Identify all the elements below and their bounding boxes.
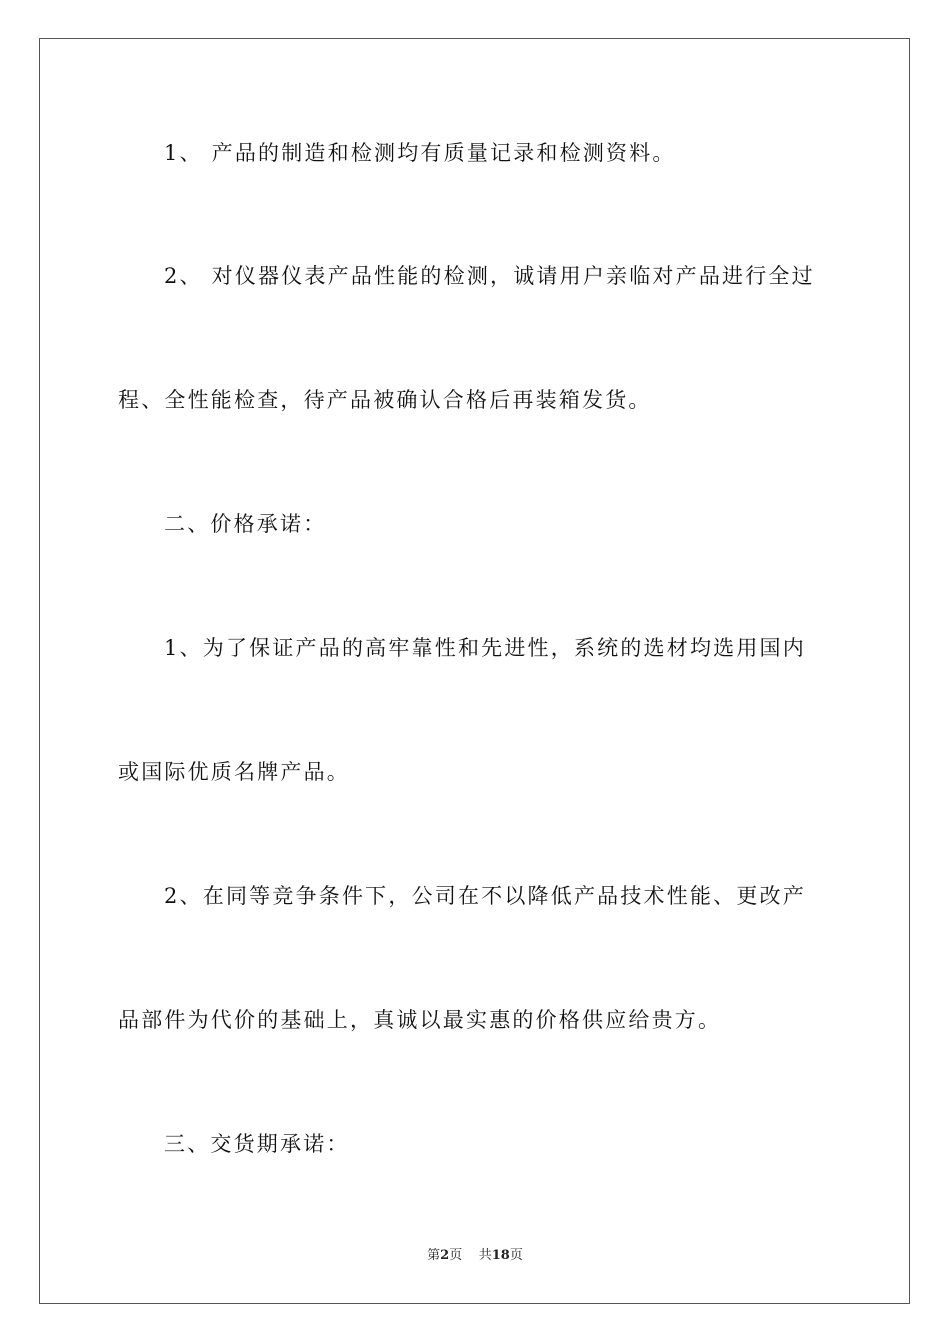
footer-page-suffix: 页 [449, 1248, 463, 1263]
footer-page-number: 2 [440, 1248, 450, 1263]
section-heading-price: 二、价格承诺： [164, 512, 327, 536]
section-heading-delivery: 三、交货期承诺： [164, 1132, 350, 1156]
footer-total-pages: 18 [491, 1248, 510, 1263]
footer-total-suffix: 页 [509, 1248, 523, 1263]
footer-page-prefix: 第 [427, 1248, 441, 1263]
paragraph-line: 或国际优质名牌产品。 [118, 760, 350, 784]
paragraph-line: 1、 产品的制造和检测均有质量记录和检测资料。 [164, 141, 676, 165]
paragraph-line: 品部件为代价的基础上，真诚以最实惠的价格供应给贵方。 [118, 1008, 722, 1032]
page-footer [0, 1247, 950, 1265]
paragraph-line: 1、为了保证产品的高牢靠性和先进性，系统的选材均选用国内 [164, 636, 806, 660]
page-frame [39, 38, 910, 1304]
paragraph-line: 2、在同等竞争条件下，公司在不以降低产品技术性能、更改产 [164, 884, 806, 908]
paragraph-line: 程、全性能检查，待产品被确认合格后再装箱发货。 [118, 388, 652, 412]
paragraph-line: 2、 对仪器仪表产品性能的检测，诚请用户亲临对产品进行全过 [164, 264, 815, 288]
footer-total-prefix: 共 [478, 1248, 492, 1263]
